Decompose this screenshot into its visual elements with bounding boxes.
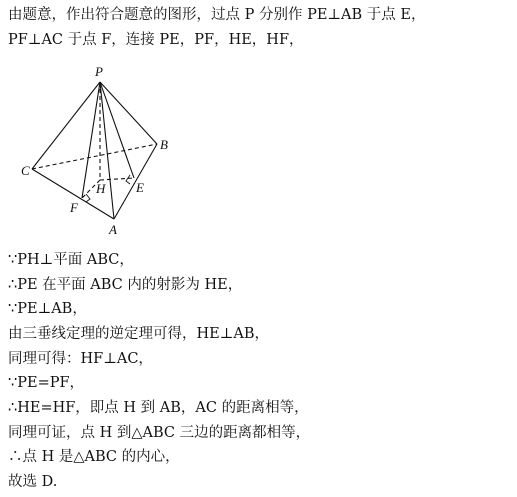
label-a: A [109,222,117,237]
label-e: E [136,180,144,195]
proof-line: 故选 D. [8,474,58,490]
proof-line: 同理可证，点 H 到△ABC 三边的距离都相等， [8,425,311,441]
proof-line: ∴PE 在平面 ABC 内的射影为 HE， [8,277,243,293]
right-angle-mark-e [126,175,130,184]
proof-line: ∴HE=HF，即点 H 到 AB，AC 的距离相等， [8,400,309,416]
edge-cb-hidden [32,144,157,169]
proof-line: ∵PE⊥AB， [8,301,87,317]
edge-pb [100,82,157,144]
proof-line: ∵PE=PF， [8,375,85,391]
edge-pc [32,82,100,169]
segment-he-hidden [100,178,134,180]
label-f: F [70,200,78,215]
right-angle-mark-f [86,194,90,202]
proof-line: ∴点 H 是△ABC 的内心， [8,449,180,465]
pyramid-diagram [18,62,188,238]
label-b: B [160,137,168,152]
pyramid-figure [18,62,188,238]
proof-line: ∵PH⊥平面 ABC， [8,252,134,268]
label-p: P [95,64,103,79]
proof-line: 同理可得：HF⊥AC， [8,351,153,367]
label-h: H [96,181,106,196]
label-c: C [21,163,30,178]
intro-line-2: PF⊥AC 于点 F，连接 PE，PF，HE，HF， [8,32,304,48]
intro-line-1: 由题意，作出符合题意的图形，过点 P 分别作 PE⊥AB 于点 E， [8,7,426,23]
proof-line: 由三垂线定理的逆定理可得，HE⊥AB， [8,326,269,342]
